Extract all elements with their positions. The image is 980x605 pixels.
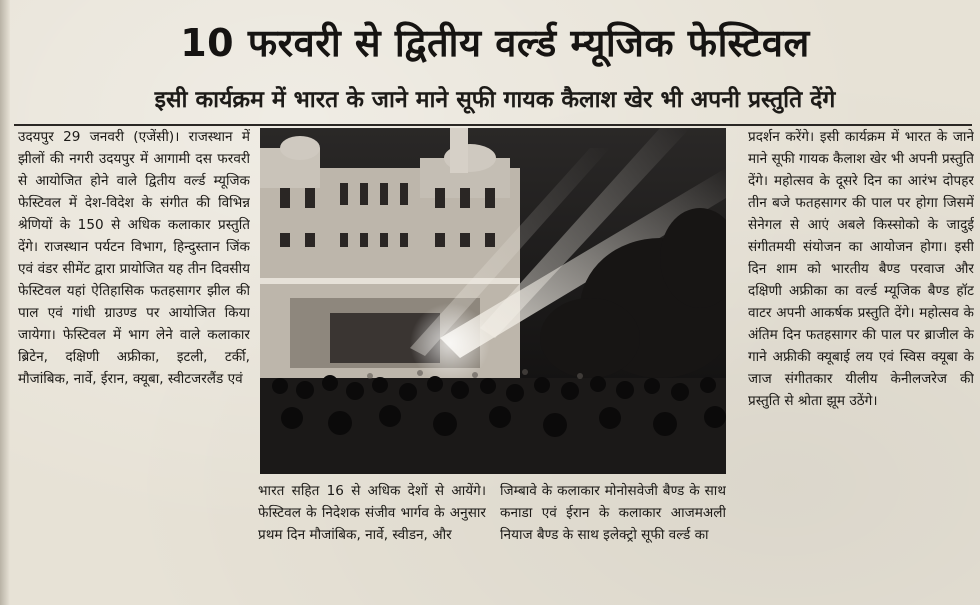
page-edge-shadow [0,0,10,605]
column-3-text: जिम्बावे के कलाकार मोनोसवेजी बैण्ड के साथ कनाडा एवं ईरान के कलाकार आजमअली नियाज बैण्ड के साथ इलेक्ट्रो सूफी वर्ल्ड का [500,483,726,543]
article-column-4 [748,126,974,604]
headline: 10 फरवरी से द्वितीय वर्ल्ड म्यूजिक फेस्टिवल [180,21,810,65]
article-column-2 [258,480,486,604]
column-2-text: भारत सहित 16 से अधिक देशों से आयेंगे। फेस्टिवल के निदेशक संजीव भार्गव के अनुसार प्रथम दिन मौजांबिक, नार्वे, स्वीडन, और [258,483,486,543]
article-column-3 [500,480,726,604]
subheadline: इसी कार्यक्रम में भारत के जाने माने सूफी गायक कैलाश खेर भी अपनी प्रस्तुति देंगे [154,87,836,113]
crowd-silhouette [260,369,726,474]
concert-photo [260,128,726,474]
column-1-text: उदयपुर 29 जनवरी (एजेंसी)। राजस्थान में झीलों की नगरी उदयपुर में आगामी दस फरवरी से आयोजित होने वाले द्वितीय वर्ल्ड म्यूजिक फेस्टिवल में देश-विदेश के संगीत की विभिन्न श्रेणियों के 150 से अधिक कलाकार प्रस्तुति देंगे। राजस्थान पर्यटन विभाग, हिन्दुस्तान जिंक एवं वंडर सीमेंट द्वारा प्रायोजित यह तीन दिवसीय फेस्टिवल यहां ऐतिहासिक फतहसागर झील की पाल एवं गांधी ग्राउण्ड पर आयोजित किया जायेगा। फेस्टिवल में भाग लेने वाले कलाकार ब्रिटेन, दक्षिणी अफ्रीका, इटली, टर्की, मौजांबिक, नार्वे, ईरान, क्यूबा, स्वीटजरलैंड एवं [18,129,250,387]
column-4-text: प्रदर्शन करेंगे। इसी कार्यक्रम में भारत के जाने माने सूफी गायक कैलाश खेर भी अपनी प्रस्तुति देंगे। महोत्सव के दूसरे दिन का आरंभ दोपहर तीन बजे फतहसागर की पाल पर होगा जिसमें सेनेगल से आएं अबले किस्सोको के जादुई संगीतमयी संयोजन का आयोजन होगा। इसी दिन शाम को भारतीय बैण्ड परवाज और दक्षिणी अफ्रीका का वर्ल्ड म्यूजिक बैण्ड हॉट वाटर अपनी आकर्षक प्रस्तुति देंगे। महोत्सव के अंतिम दिन फतहसागर की पाल पर ब्राजील के गाने अफ्रीकी क्यूबाई लय एवं स्विस क्यूबा के जाज संगीतकार यीलीय केनीलजरेज की प्रस्तुति से श्रोता झूम उठेंगे। [748,129,974,409]
concert-photo-icon [260,128,726,474]
article-column-1 [18,126,250,604]
